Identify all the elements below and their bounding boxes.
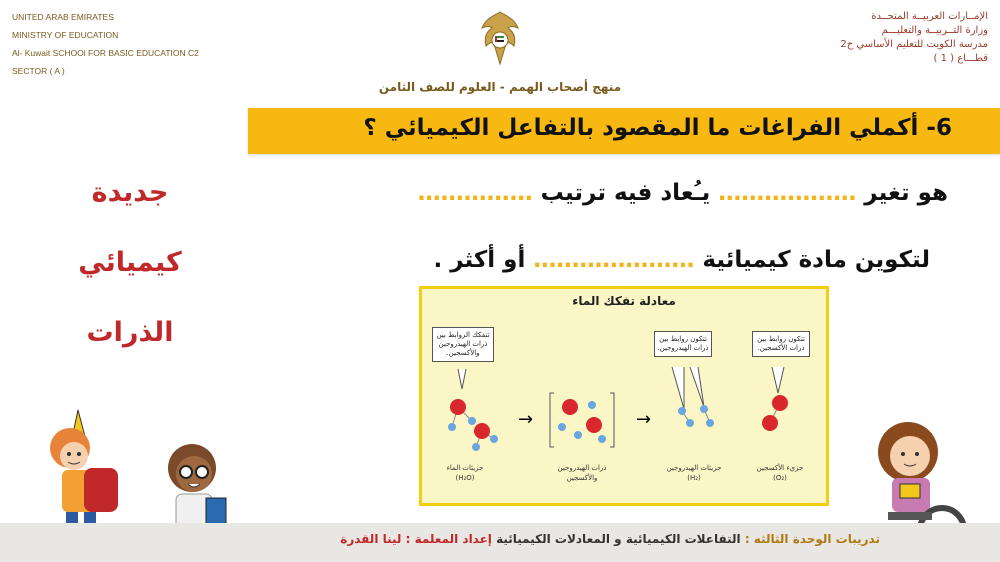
footer-teacher: إعداد المعلمة : لينا القدرة bbox=[340, 532, 492, 546]
caption-formula: (O₂) bbox=[773, 474, 787, 482]
blank-field[interactable]: ……………… bbox=[718, 180, 857, 206]
caption-atoms bbox=[542, 463, 622, 483]
caption-formula: (H₂) bbox=[687, 474, 701, 482]
header-line: SECTOR ( A ) bbox=[12, 66, 65, 76]
header-line: الإمــارات العربيــة المتحــدة bbox=[871, 11, 988, 22]
sentence-line-1 bbox=[418, 180, 948, 206]
header-line: Al- Kuwait SCHOOl FOR BASIC EDUCATION C2 bbox=[12, 48, 199, 58]
caption-text: جزيئات الهيدروجين bbox=[666, 464, 722, 472]
answer-word[interactable]: الذرات bbox=[86, 317, 174, 348]
sentence-line-2 bbox=[433, 247, 930, 273]
oxygen-molecule bbox=[762, 395, 788, 431]
sentence-text: لتكوين مادة كيميائية bbox=[694, 247, 930, 273]
separated-atoms bbox=[550, 393, 614, 447]
answer-word[interactable]: جديدة bbox=[91, 177, 169, 208]
uae-emblem-icon bbox=[476, 8, 524, 70]
caption-text: والأكسجين bbox=[566, 474, 598, 482]
sentence-text: يـُعاد فيه ترتيب bbox=[532, 180, 719, 206]
blank-field[interactable]: …………… bbox=[417, 180, 533, 206]
blank-field[interactable]: ………………… bbox=[533, 247, 695, 273]
callout-hydrogen-bonds: تتكون روابط بين ذرات الهيدروجين. bbox=[654, 331, 712, 357]
arrow-icon: → bbox=[518, 409, 534, 430]
footer bbox=[340, 532, 880, 546]
footer-topic: التفاعلات الكيميائية و المعادلات الكيميائية bbox=[491, 532, 741, 546]
curriculum-subtitle: منهج أصحاب الهمم - العلوم للصف الثامن bbox=[378, 80, 622, 94]
answer-word[interactable]: كيميائي bbox=[78, 247, 182, 278]
sentence-text: هو تغير bbox=[856, 180, 948, 206]
question-title: 6- أكملي الفراغات ما المقصود بالتفاعل الكيميائي ؟ bbox=[363, 115, 952, 141]
hydrogen-molecules bbox=[678, 405, 714, 427]
caption-hydrogen bbox=[654, 463, 734, 483]
water-decomposition-figure bbox=[419, 286, 829, 506]
water-molecules bbox=[448, 399, 498, 451]
arrow-icon: → bbox=[636, 409, 652, 430]
header-english bbox=[12, 8, 199, 80]
header-line: UNITED ARAB EMIRATES bbox=[12, 12, 114, 22]
header-line: قطـــاع ( 1 ) bbox=[933, 53, 988, 64]
header-line: مدرسة الكويت للتعليم الأساسي ح2 bbox=[840, 39, 988, 50]
footer-unit: تدريبات الوحدة الثالثه : bbox=[740, 532, 880, 546]
callout-bonds-break: تتفكك الروابط بين ذرات الهيدروجين والأكسجين. bbox=[432, 327, 494, 362]
header-arabic bbox=[840, 10, 988, 66]
answer-list bbox=[60, 168, 200, 378]
header-line: وزارة التــربيــة والتعليـــم bbox=[881, 25, 988, 36]
question-bar bbox=[248, 108, 1000, 154]
caption-formula: (H₂O) bbox=[455, 474, 475, 482]
figure-title: معادلة تفكك الماء bbox=[572, 294, 676, 308]
caption-text: ذرات الهيدروجين bbox=[557, 464, 607, 472]
callout-oxygen-bonds: تتكون روابط بين ذرات الأكسجين. bbox=[752, 331, 810, 357]
caption-text: جزيئات الماء bbox=[446, 464, 484, 472]
sentence-text: أو أكثر . bbox=[433, 247, 526, 273]
caption-oxygen bbox=[744, 463, 816, 483]
caption-water bbox=[430, 463, 500, 483]
caption-text: جزيء الأكسجين bbox=[756, 464, 804, 472]
header-line: MINISTRY OF EDUCATION bbox=[12, 30, 119, 40]
